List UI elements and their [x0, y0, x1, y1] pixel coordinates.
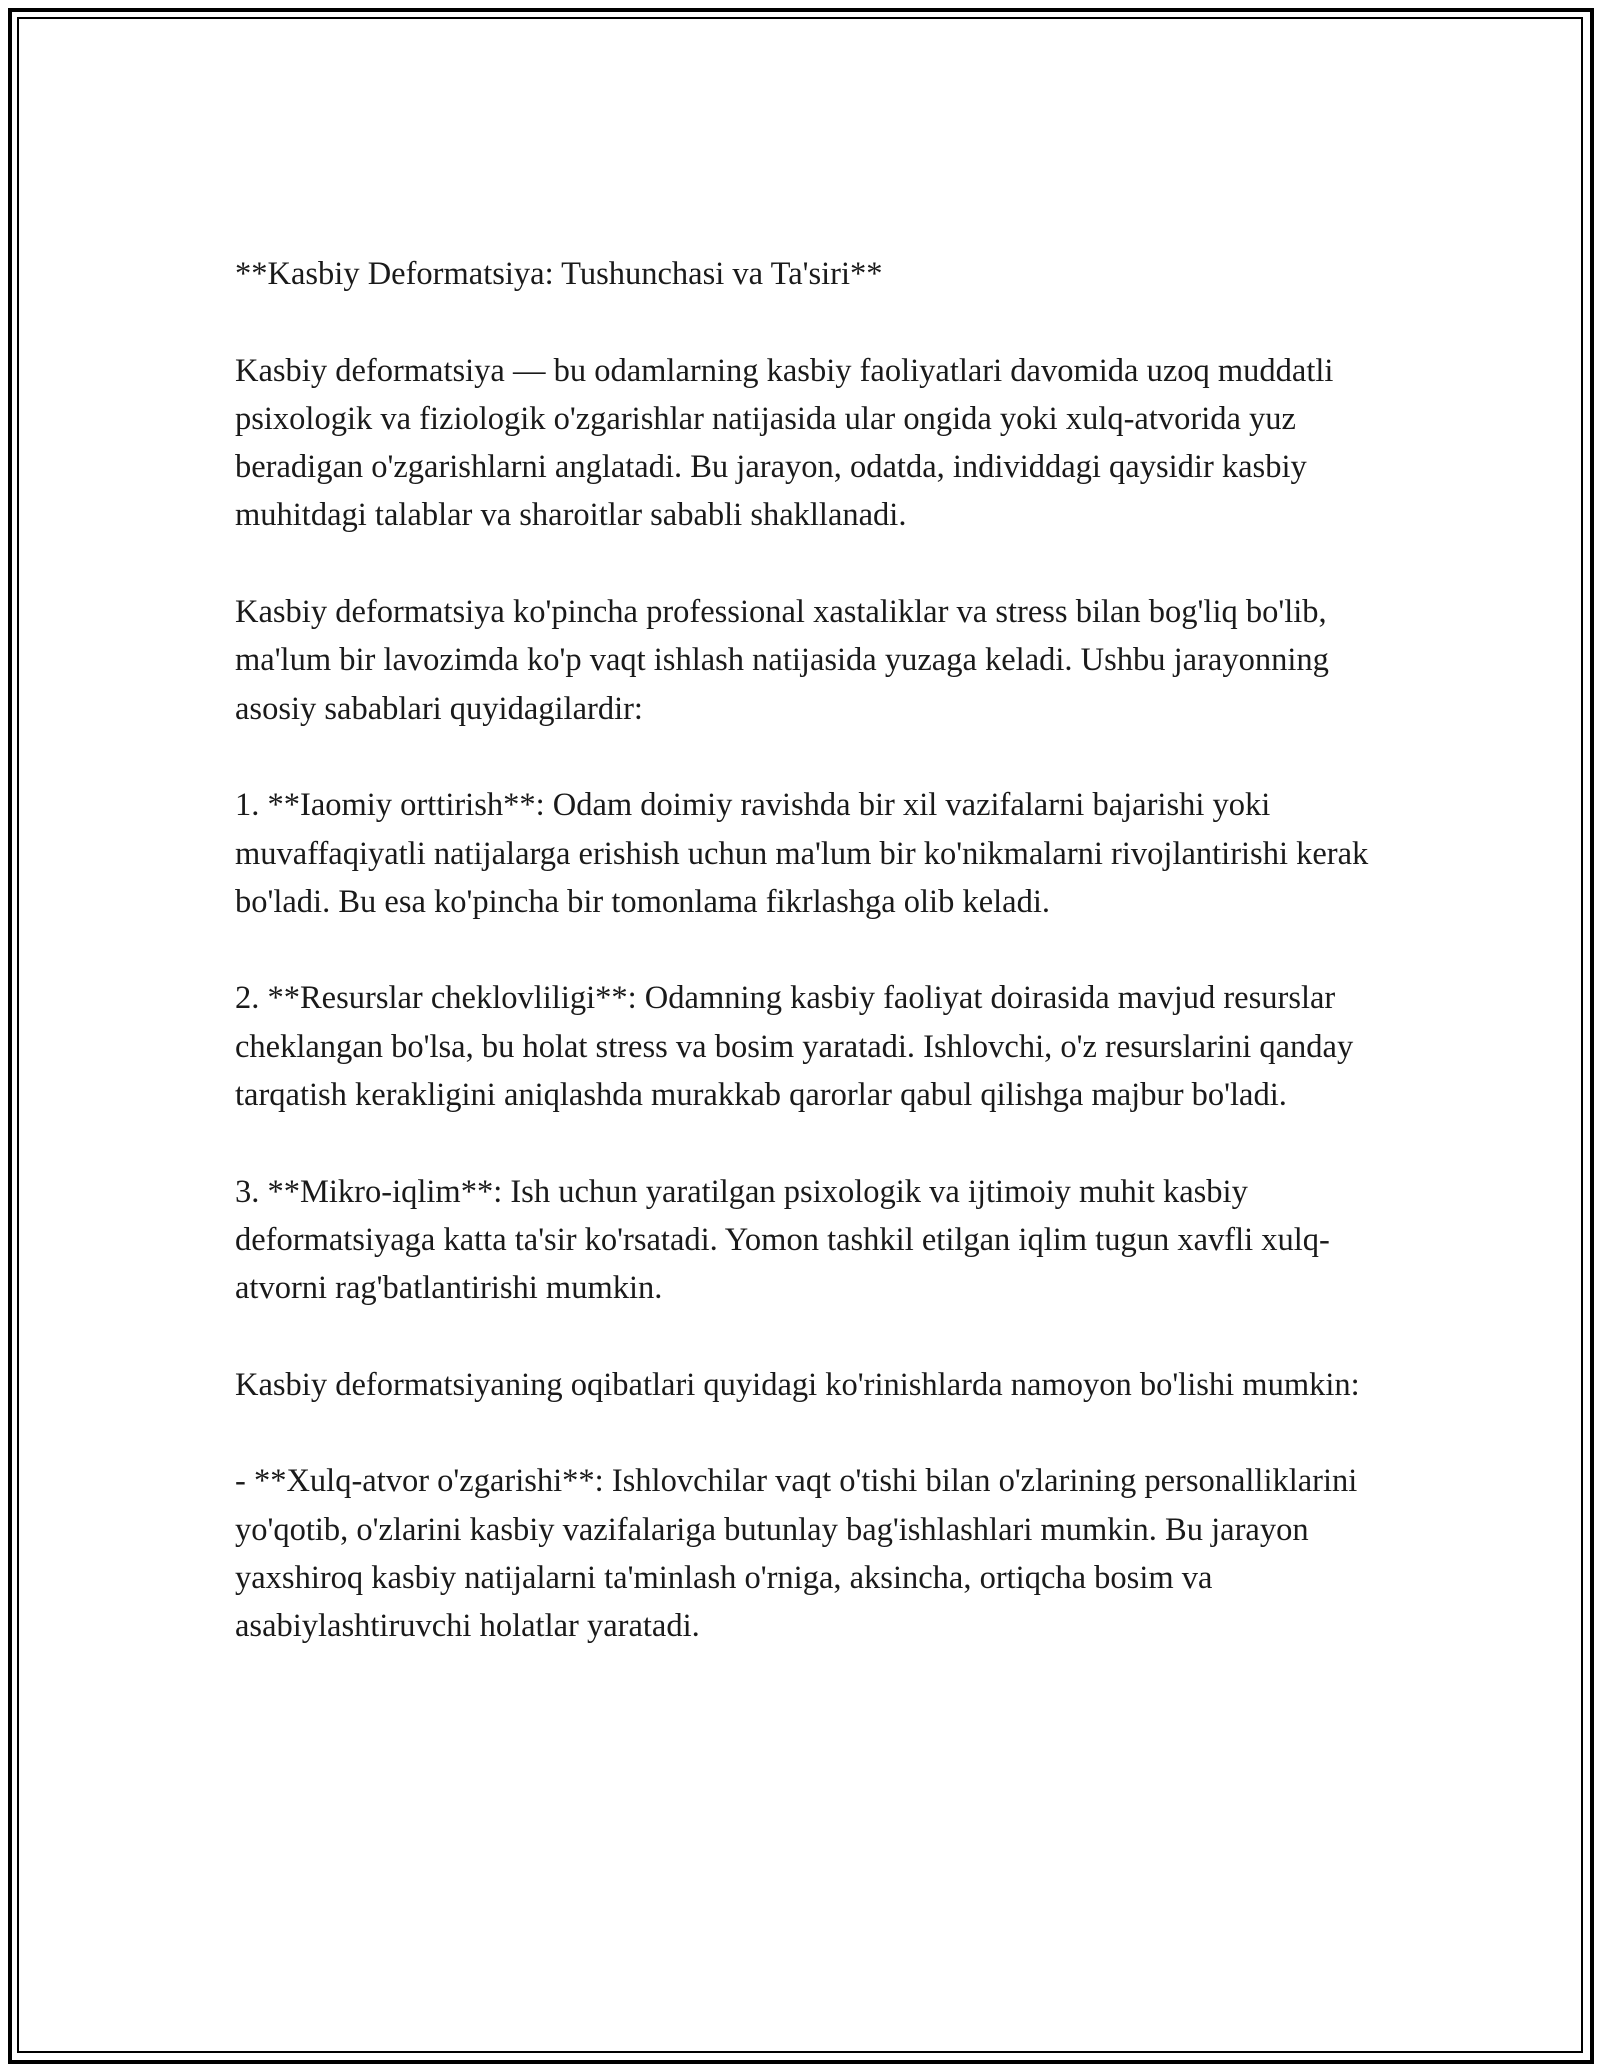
document-title: **Kasbiy Deformatsiya: Tushunchasi va Ta'siri**: [235, 256, 883, 292]
consequences-intro-paragraph: Kasbiy deformatsiyaning oqibatlari quyidagi ko'rinishlarda namoyon bo'lishi mumkin:: [235, 1366, 1360, 1403]
document-body: [235, 250, 1375, 1699]
intro-paragraph: Kasbiy deformatsiya — bu odamlarning kasbiy faoliyatlari davomida uzoq muddatli psixologik va fiziologik o'zgarishlar natijasida ular ongida yoki xulq-atvorida yuz beradigan o'zgarishlarni anglatadi. Bu jarayon, odatda, individdagi qaysidir kasbiy muhitdagi talablar va sharoitlar sababli shakllanadi.: [235, 352, 1334, 534]
cause-item-3: 3. **Mikro-iqlim**: Ish uchun yaratilgan psixologik va ijtimoiy muhit kasbiy deformatsiyaga katta ta'sir ko'rsatadi. Yomon tashkil etilgan iqlim tugun xavfli xulq-atvorni rag'batlantirishi mumkin.: [235, 1173, 1330, 1307]
cause-item-1: 1. **Iaomiy orttirish**: Odam doimiy ravishda bir xil vazifalarni bajarishi yoki muvaffaqiyatli natijalarga erishish uchun ma'lum bir ko'nikmalarni rivojlantirishi kerak bo'ladi. Bu esa ko'pincha bir tomonlama fikrlashga olib keladi.: [235, 787, 1369, 920]
cause-item-2: 2. **Resurslar cheklovliligi**: Odamning kasbiy faoliyat doirasida mavjud resurslar cheklangan bo'lsa, bu holat stress va bosim yaratadi. Ishlovchi, o'z resurslarini qanday tarqatish kerakligini aniqlashda murakkab qarorlar qabul qilishga majbur bo'ladi.: [235, 980, 1354, 1114]
causes-intro-paragraph: Kasbiy deformatsiya ko'pincha professional xastaliklar va stress bilan bog'liq bo'lib, ma'lum bir lavozimda ko'p vaqt ishlash natijasida yuzaga keladi. Ushbu jarayonning asosiy sabablari quyidagilardir:: [235, 594, 1329, 727]
consequence-item-1: - **Xulq-atvor o'zgarishi**: Ishlovchilar vaqt o'tishi bilan o'zlarining personalliklarini yo'qotib, o'zlarini kasbiy vazifalariga butunlay bag'ishlashlari mumkin. Bu jarayon yaxshiroq kasbiy natijalarni ta'minlash o'rniga, aksincha, ortiqcha bosim va asabiylashtiruvchi holatlar yaratadi.: [235, 1463, 1358, 1645]
